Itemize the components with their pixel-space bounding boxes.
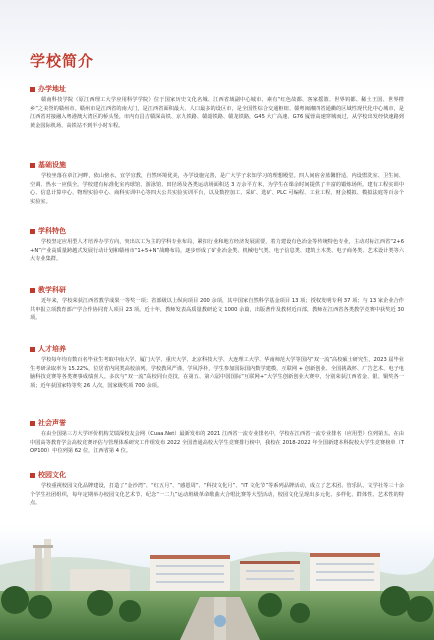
section-teaching-research <box>30 285 404 323</box>
section-reputation <box>30 418 404 456</box>
page-title: 学校简介 <box>30 52 95 70</box>
square-bullet-icon <box>30 229 35 234</box>
square-bullet-icon <box>30 347 35 352</box>
section-body: 近年来，学校荣获江西省教学成果一等奖一项；省部级以上纵向项目 200 余项，其中国家自然科学基金项目 13 项；授权发明专利 37 项；与 13 家企业合作共申报立项教育部产学合作协同育人项目 23 项。近十年，教师发表高质量教研论文 1000 余篇，出版著作及教材近百部，教师在江西省各类教学竞赛中获奖近 30 项。 <box>30 298 404 321</box>
section-heading <box>30 160 404 170</box>
section-body: 学校坐落在章江河畔，依山傍水，宜学宜教，自然环境优美，办学设施完善，是广大学子求知学习的理想殿堂。四人间宿舍蓝馨舒适，内设盥洗室、卫生间、空调、热水一应俱全。学校建有标准化室内球馆、游泳馆、田径场及各类运动场面积达 3 万余平方米，为学生在课余时间提供了丰富的锻炼场所。建有工程实训中心、信息计算中心、物理实验中心、商科实训中心等四大公共实验实训平台，以及数控加工、采矿、选矿、PLC 可编程、工业工程、财会模拟、模拟法庭等百余个实验室。 <box>30 173 404 205</box>
section-body: 在由全国第三方大学评价机构艾瑞深校友会网（Cuaa.Net）最新发布的 2021 江西省一流专业排名中，学校在江西省一流专业排名（应用型）位列第五。在由中国高等教育学会高校竞赛评估与管理体系研究工作组发布 2022 全国普通高校大学生竞赛排行榜中，我校在 2018-2022 年全国新建本科院校大学生竞赛榜单（TOP100）中位列第 62 位，江西省第 4 位。 <box>30 431 404 454</box>
section-heading <box>30 285 404 295</box>
square-bullet-icon <box>30 421 35 426</box>
section-heading <box>30 226 404 236</box>
section-title: 办学地址 <box>38 85 66 93</box>
section-heading <box>30 84 404 94</box>
section-title: 人才培养 <box>38 345 66 353</box>
section-title: 基础设施 <box>38 161 66 169</box>
square-bullet-icon <box>30 163 35 168</box>
campus-photo <box>0 525 434 640</box>
section-heading <box>30 344 404 354</box>
section-body: 学校坚定应用型人才培养办学方向，突出以工为主的学科专业布局，紧扣行业和地方经济发展需要，着力建设有色冶金等传统特色专业，主动对标江西省“2+6+N”产业高质量跨越式发展行动计划和赣州市“1+5+N”战略布局，逐步形成了矿业冶金类、机械电气类、电子信息类、建筑土木类、电子商务类、艺术设计类等六大专业集群。 <box>30 239 404 262</box>
section-disciplines <box>30 226 404 264</box>
section-campus-culture <box>30 470 404 508</box>
campus-aerial-image <box>0 525 434 640</box>
section-title: 社会声誉 <box>38 419 66 427</box>
square-bullet-icon <box>30 473 35 478</box>
section-heading <box>30 418 404 428</box>
square-bullet-icon <box>30 288 35 293</box>
square-bullet-icon <box>30 87 35 92</box>
section-facilities <box>30 160 404 206</box>
section-title: 教学科研 <box>38 286 66 294</box>
section-body: 学校重视校园文化品牌建设，打造了“金沙湾”、“红五月”、“感恩周”、“科技文化月”、“IT 文化节”等系列品牌活动，成立了艺术团、管乐队、文学社等三十余个学生社团组织，每年定期举办校园文化艺术节、纪念“一二九”运动班级革命歌曲大合唱比赛等大型活动，校园文化呈现出多元化、多样化、群体性、艺术性的特点。 <box>30 483 404 506</box>
section-title: 学科特色 <box>38 227 66 235</box>
section-body: 学校每年均有数百名毕业生考取中南大学、厦门大学、重庆大学、北京科技大学、大连理工大学、华南师范大学等国内“双一流”高校硕士研究生，2023 届毕业生考研录取率为 15.22%，位居省内同类高校前列。学校教风严谨，学风浮朴，学生参加国际国内数学建模、互联网 + 创新创业、全国挑战杯、广告艺术、电子电脑科技竞赛等各类赛事成绩喜人。多次与“双一流”高校同台竞技，在第五、第六届中国国际“互联网+”大学生创新创业大赛中，分别荣获江西省金、银、铜奖各一项；近年获国家特等奖 26 人次，国家级奖项 700 余项。 <box>30 357 404 389</box>
section-body: 赣南科技学院（原江西理工大学应用科学学院）位于国家历史文化名城、江西省域副中心城市、素有“红色故都、客家摇篮、世界钨都、稀土王国、世界橙乡”之美誉的赣州市。赣州市是江西省的南大门，是江西省面积最大、人口最多的设区市，是全国性综合交通枢纽、赣粤闽湘四省通衢的区域性现代化中心城市，是江西省对接融入粤港澳大湾区的桥头堡。市内有昌吉赣深高铁、京九铁路、赣韶铁路、赣龙铁路，G45 大广高速、G76 厦蓉高速穿城而过，从学校出发经快速路到黄金国际机场、高铁站不到半小时车程。 <box>30 97 404 129</box>
header-background <box>0 0 434 90</box>
section-talent-cultivation <box>30 344 404 390</box>
section-address <box>30 84 404 130</box>
section-heading <box>30 470 404 480</box>
section-title: 校园文化 <box>38 471 66 479</box>
